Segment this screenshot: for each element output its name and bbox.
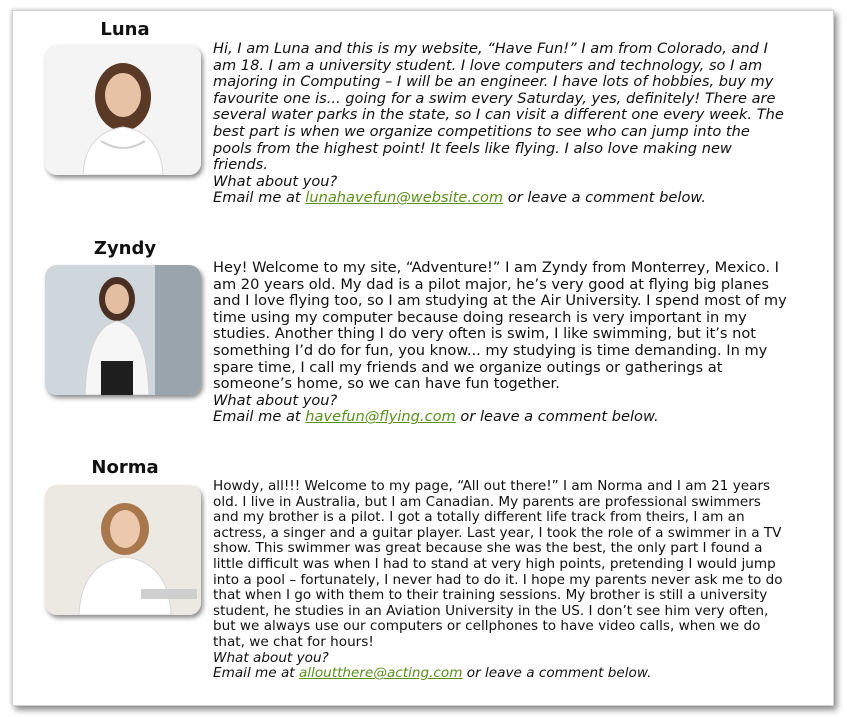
zyndy-email-link[interactable]: havefun@flying.com bbox=[305, 408, 456, 426]
luna-email-suffix: or leave a comment below. bbox=[503, 189, 707, 207]
profile-name-zyndy: Zyndy bbox=[93, 238, 157, 259]
zyndy-question: What about you? bbox=[213, 391, 338, 409]
norma-bio-text: Howdy, all!!! Welcome to my page, “All out there!” I am Norma and I am 21 years old. I live in Australia, but I am Canadian. My parents are professional swimmers and my brother is a pilot. I got a totally different life track from theirs, I am an actress, a singer and a guitar player. Last year, I took the role of a swimmer in a TV show. This swimmer was great because she was the best, the only part I found a little difficult was when I had to stand at very high points, pretending I would jump into a pool – fortunately, I never had to do it. I hope my parents never ask me to do that when I go with them to their training sessions. My brother is still a university student, he studies in an Aviation University in the US. I don’t see him very often, but we always use our computers or cellphones to have video calls, when we do that, we chat for hours! bbox=[213, 478, 783, 650]
zyndy-email-suffix: or leave a comment below. bbox=[455, 408, 659, 426]
zyndy-photo bbox=[45, 265, 201, 395]
profile-name-luna: Luna bbox=[100, 19, 150, 40]
norma-question: What about you? bbox=[213, 649, 329, 666]
norma-email-prefix: Email me at bbox=[213, 665, 299, 682]
luna-photo bbox=[45, 45, 201, 175]
zyndy-bio-text: Hey! Welcome to my site, “Adventure!” I am Zyndy from Monterrey, Mexico. I am 20 years old. My dad is a pilot major, he’s very good at flying big planes and I love flying too, so I am studying at the Air University. I spend most of my time using my computer because doing research is very important in my studies. Another thing I do very often is swim, I like swimming, but it’s not something I’d do for fun, you know... my studying is time demanding. In my spare time, I call my friends and we organize outings or gatherings at someone’s home, so we can have fun together. bbox=[213, 259, 787, 393]
norma-email-suffix: or leave a comment below. bbox=[462, 665, 652, 682]
norma-bio bbox=[213, 479, 788, 682]
luna-email-link[interactable]: lunahavefun@website.com bbox=[305, 189, 504, 207]
luna-bio bbox=[213, 41, 788, 207]
luna-email-prefix: Email me at bbox=[213, 189, 306, 207]
norma-email-link[interactable]: alloutthere@acting.com bbox=[298, 665, 463, 682]
norma-photo bbox=[45, 485, 201, 615]
profiles-card bbox=[12, 10, 834, 706]
profile-name-norma: Norma bbox=[91, 457, 159, 478]
luna-question: What about you? bbox=[213, 172, 338, 190]
luna-bio-text: Hi, I am Luna and this is my website, “Have Fun!” I am from Colorado, and I am 18. I am a university student. I love computers and technology, so I am majoring in Computing – I will be an engineer. I have lots of hobbies, buy my favourite one is... going for a swim every Saturday, yes, definitely! There are several water parks in the state, so I can visit a different one every week. The best part is when we organize competitions to see who can jump into the pools from the highest point! It feels like flying. I also love making new friends. bbox=[213, 40, 784, 174]
zyndy-bio bbox=[213, 260, 788, 426]
zyndy-email-prefix: Email me at bbox=[213, 408, 306, 426]
